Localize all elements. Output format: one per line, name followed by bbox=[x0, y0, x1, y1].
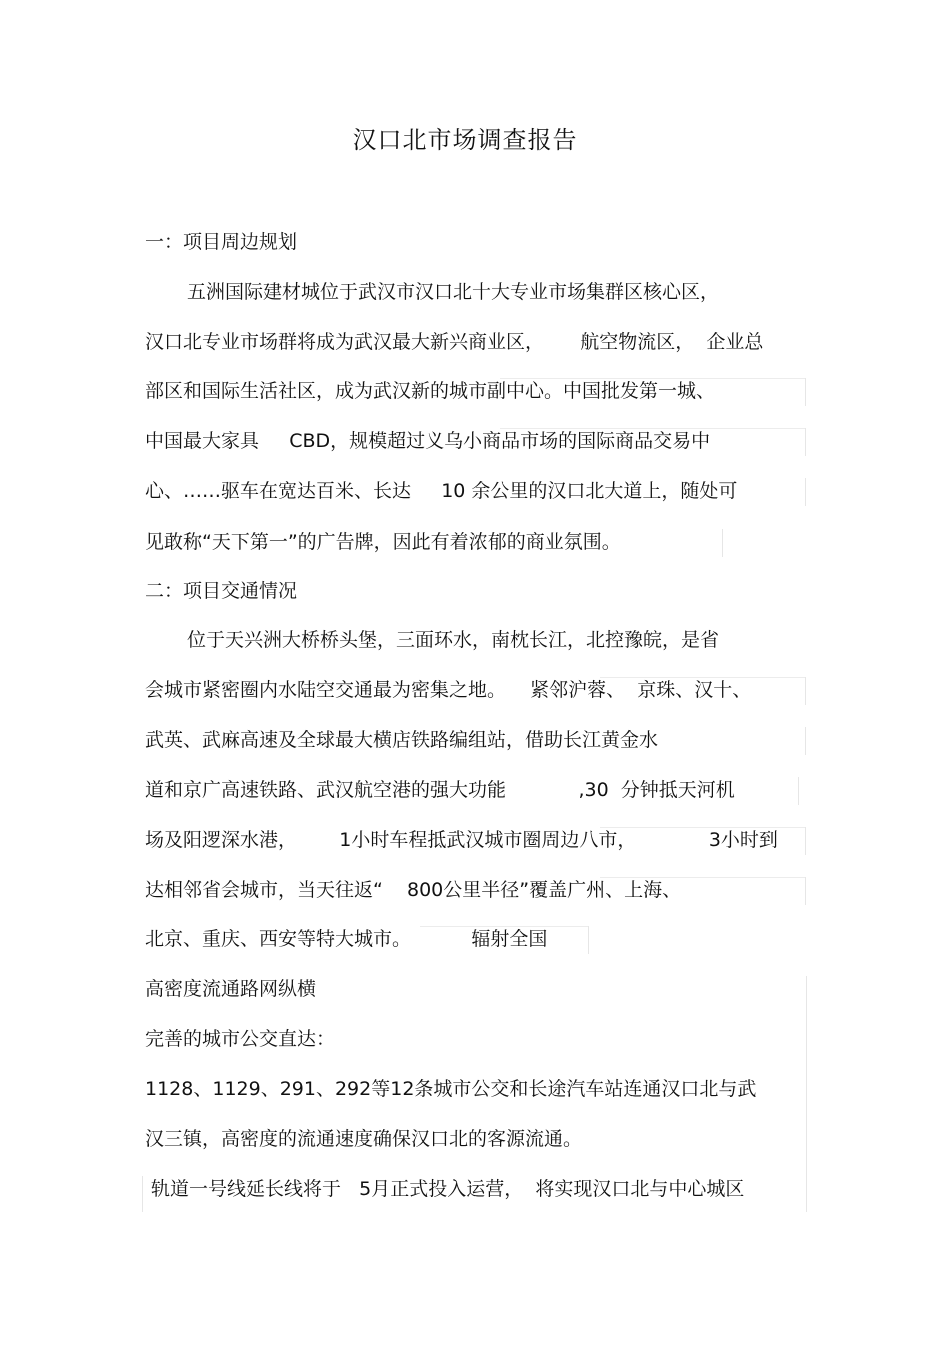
paragraph-line: 高密度流通路网纵横 bbox=[145, 978, 317, 1000]
scan-border-mark bbox=[600, 677, 805, 678]
paragraph-line: 1128、1129、291、292等12条城市公交和长途汽车站连通汉口北与武 bbox=[145, 1078, 757, 1100]
scan-border-mark bbox=[500, 378, 805, 379]
paragraph-line: 汉口北专业市场群将成为武汉最大新兴商业区， 航空物流区， 企业总 bbox=[145, 331, 764, 353]
paragraph-line: 武英、武麻高速及全球最大横店铁路编组站，借助长江黄金水 bbox=[145, 729, 659, 751]
paragraph-line: 中国最大家具 CBD，规模超过义乌小商品市场的国际商品交易中 bbox=[145, 430, 711, 452]
paragraph-line: 场及阳逻深水港， 1小时车程抵武汉城市圈周边八市， 3小时到 bbox=[145, 829, 778, 851]
scan-border-mark bbox=[722, 529, 723, 557]
paragraph-line: 道和京广高速铁路、武汉航空港的强大功能 ,30 分钟抵天河机 bbox=[145, 779, 735, 801]
paragraph-line: 达相邻省会城市，当天往返“ 800公里半径”覆盖广州、上海、 bbox=[145, 879, 682, 901]
paragraph-line: 位于天兴洲大桥桥头堡，三面环水，南枕长江，北控豫皖，是省 bbox=[187, 629, 720, 651]
paragraph-line: 北京、重庆、西安等特大城市。 辐射全国 bbox=[145, 928, 548, 950]
scan-border-mark bbox=[805, 877, 806, 905]
scan-border-mark bbox=[805, 727, 806, 755]
document-title: 汉口北市场调查报告 bbox=[352, 126, 578, 154]
paragraph-line: 会城市紧密圈内水陆空交通最为密集之地。 紧邻沪蓉、 京珠、汉十、 bbox=[145, 679, 752, 701]
paragraph-line: 五洲国际建材城位于武汉市汉口北十大专业市场集群区核心区， bbox=[187, 281, 720, 303]
scan-border-mark bbox=[588, 926, 589, 954]
scan-border-mark bbox=[805, 827, 806, 855]
scan-border-mark bbox=[806, 976, 807, 1212]
scan-border-mark bbox=[142, 1176, 143, 1212]
paragraph-line: 见敢称“天下第一”的广告牌，因此有着浓郁的商业氛围。 bbox=[145, 531, 621, 553]
scan-border-mark bbox=[798, 777, 799, 805]
scan-border-mark bbox=[805, 478, 806, 506]
scan-border-mark bbox=[805, 378, 806, 406]
scan-border-mark bbox=[600, 827, 805, 828]
paragraph-line: 汉三镇，高密度的流通速度确保汉口北的客源流通。 bbox=[145, 1128, 583, 1150]
scan-border-mark bbox=[600, 877, 805, 878]
scan-border-mark bbox=[420, 926, 588, 927]
section-heading-1: 一：项目周边规划 bbox=[145, 231, 298, 253]
paragraph-line: 心、……驱车在宽达百米、长达 10 余公里的汉口北大道上，随处可 bbox=[145, 480, 738, 502]
paragraph-line: 部区和国际生活社区，成为武汉新的城市副中心。中国批发第一城、 bbox=[145, 380, 716, 402]
scan-border-mark bbox=[805, 428, 806, 456]
paragraph-line: 完善的城市公交直达： bbox=[145, 1028, 336, 1050]
scan-border-mark bbox=[805, 677, 806, 705]
scan-border-mark bbox=[500, 428, 805, 429]
section-heading-2: 二：项目交通情况 bbox=[145, 580, 298, 602]
paragraph-line: 轨道一号线延长线将于 5月正式投入运营， 将实现汉口北与中心城区 bbox=[145, 1178, 745, 1200]
